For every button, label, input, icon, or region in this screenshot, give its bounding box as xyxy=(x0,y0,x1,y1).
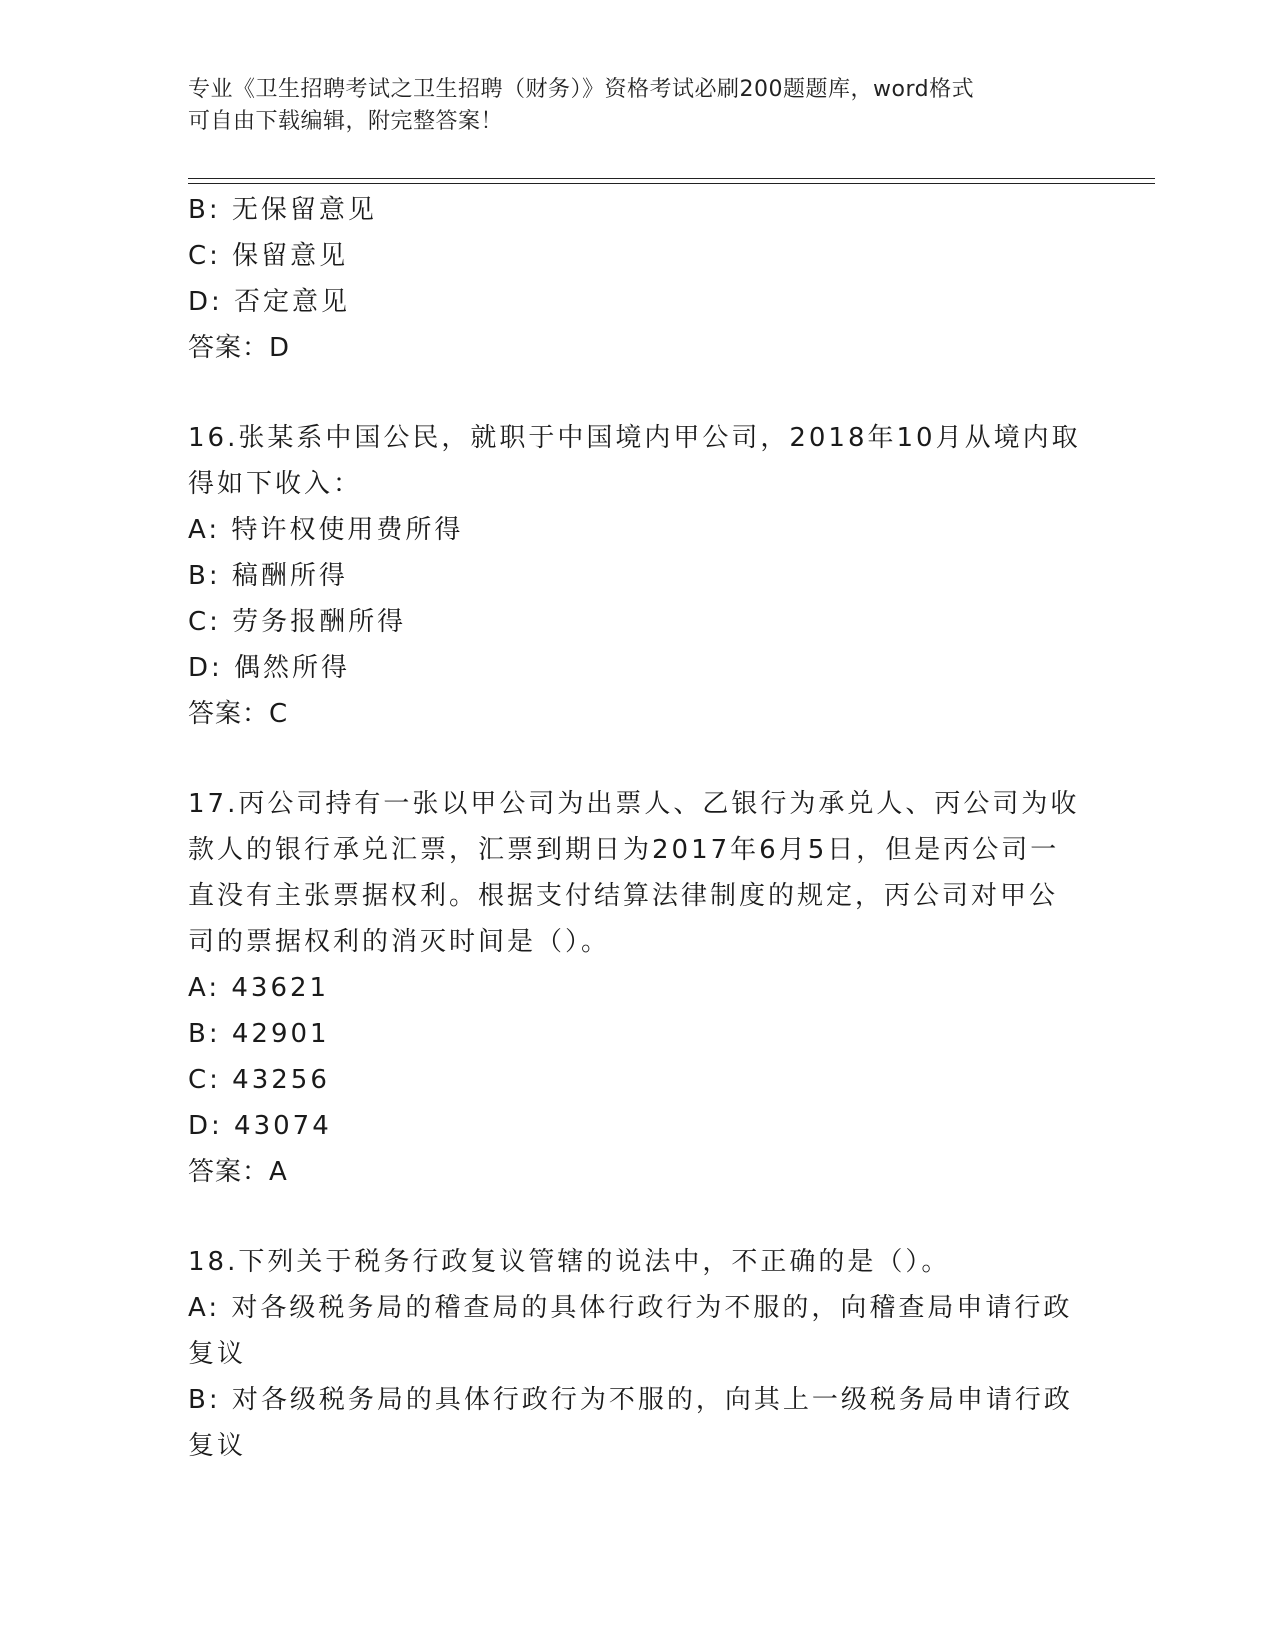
answer: 答案：A xyxy=(188,1157,288,1187)
answer: 答案：D xyxy=(188,333,291,363)
option-a: A: 对各级税务局的稽查局的具体行政行为不服的，向稽查局申请行政 xyxy=(188,1293,1073,1323)
option-d: D: 否定意见 xyxy=(188,287,351,317)
question-stem: 款人的银行承兑汇票，汇票到期日为2017年6月5日，但是丙公司一 xyxy=(188,835,1060,865)
option-b: B: 42901 xyxy=(188,1019,330,1049)
option-b: B: 对各级税务局的具体行政行为不服的，向其上一级税务局申请行政 xyxy=(188,1385,1073,1415)
option-c: C: 保留意见 xyxy=(188,241,349,271)
option-d: D: 43074 xyxy=(188,1111,332,1141)
question-15 xyxy=(188,187,1088,371)
option-b-continued: 复议 xyxy=(188,1431,247,1461)
option-b: B: 稿酬所得 xyxy=(188,561,348,591)
option-b: B: 无保留意见 xyxy=(188,195,377,225)
header-line-2: 可自由下载编辑，附完整答案！ xyxy=(188,109,504,134)
answer: 答案：C xyxy=(188,699,289,729)
question-stem: 16.张某系中国公民，就职于中国境内甲公司，2018年10月从境内取 xyxy=(188,423,1081,453)
header-line-1: 专业《卫生招聘考试之卫生招聘（财务）》资格考试必刷200题题库，word格式 xyxy=(188,77,975,102)
question-16 xyxy=(188,415,1088,737)
option-c: C: 43256 xyxy=(188,1065,330,1095)
spacer xyxy=(188,371,1088,415)
question-18 xyxy=(188,1239,1088,1469)
option-d: D: 偶然所得 xyxy=(188,653,351,683)
header-rule-top xyxy=(188,178,1155,179)
option-c: C: 劳务报酬所得 xyxy=(188,607,407,637)
question-stem: 18.下列关于税务行政复议管辖的说法中，不正确的是（）。 xyxy=(188,1247,951,1277)
option-a: A: 43621 xyxy=(188,973,330,1003)
question-stem: 直没有主张票据权利。根据支付结算法律制度的规定，丙公司对甲公 xyxy=(188,881,1059,911)
header-rule-bottom xyxy=(188,183,1155,184)
option-a-continued: 复议 xyxy=(188,1339,247,1369)
option-a: A: 特许权使用费所得 xyxy=(188,515,464,545)
document-header xyxy=(188,74,1068,138)
spacer xyxy=(188,1195,1088,1239)
question-stem: 得如下收入： xyxy=(188,469,363,499)
question-17 xyxy=(188,781,1088,1195)
document-body xyxy=(188,187,1088,1469)
spacer xyxy=(188,737,1088,781)
question-stem: 司的票据权利的消灭时间是（）。 xyxy=(188,927,611,957)
question-stem: 17.丙公司持有一张以甲公司为出票人、乙银行为承兑人、丙公司为收 xyxy=(188,789,1080,819)
